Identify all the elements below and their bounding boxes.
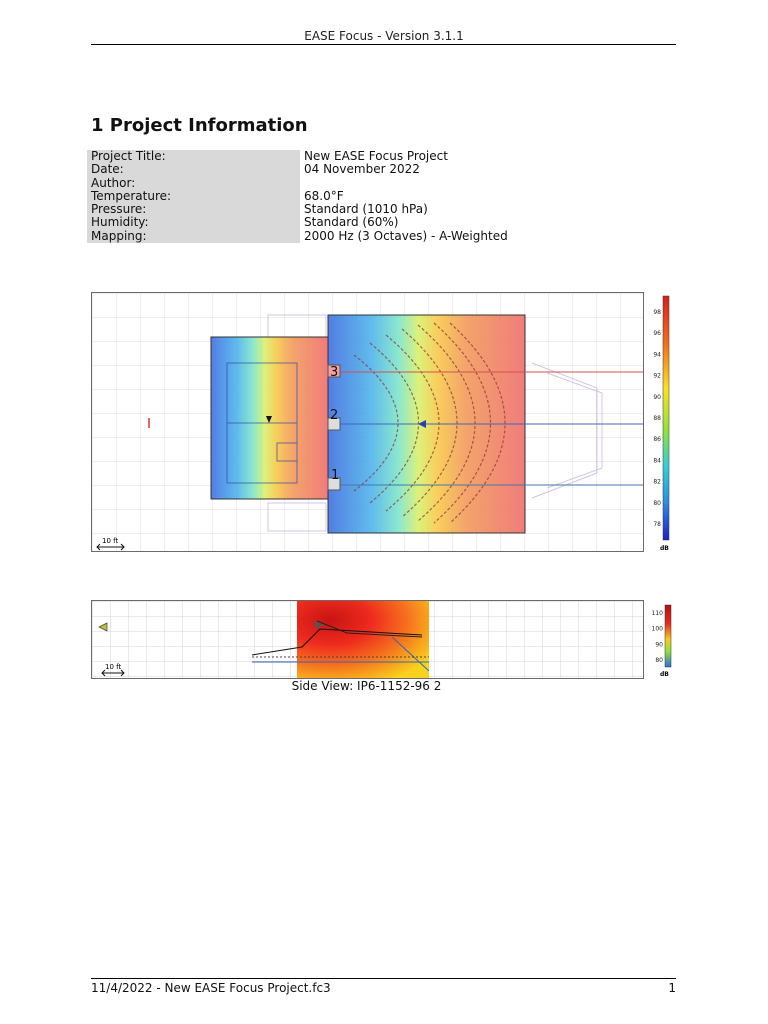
info-label: Project Title: [87, 150, 300, 163]
plan-scale-label: 10 ft [102, 537, 119, 545]
speaker-marker-3: 3 [330, 365, 339, 380]
side-colorbar-unit: dB [660, 671, 669, 678]
info-value [300, 177, 512, 190]
info-value: 04 November 2022 [304, 162, 420, 177]
speaker-marker-2: 2 [330, 408, 339, 423]
project-info-row [87, 190, 512, 203]
header-rule [91, 44, 676, 45]
speaker-marker-1: 1 [331, 468, 340, 483]
plan-colorbar-tick-label: 78 [653, 521, 661, 528]
project-info-row [87, 177, 512, 190]
info-label: Author: [87, 177, 300, 190]
info-label: Pressure: [87, 203, 300, 216]
plan-colorbar-tick-label: 90 [653, 393, 661, 401]
info-label: Date: [87, 163, 300, 176]
project-info-row [87, 203, 512, 216]
project-info-table [87, 150, 512, 243]
info-label: Temperature: [87, 190, 300, 203]
info-value: New EASE Focus Project [304, 149, 448, 163]
info-label: Mapping: [87, 230, 300, 243]
plan-colorbar [650, 292, 680, 554]
info-value: 2000 Hz (3 Octaves) - A-Weighted [304, 228, 508, 243]
plan-colorbar-tick-label: 88 [653, 415, 661, 422]
info-label: Humidity: [87, 216, 300, 229]
project-info-row [87, 150, 512, 163]
footer-page-number: 1 [668, 981, 676, 995]
side-colorbar-tick-label: 80 [655, 657, 663, 664]
side-view-svg [92, 601, 643, 678]
section-title: 1 Project Information [91, 115, 308, 136]
plan-colorbar-tick-label: 80 [653, 499, 661, 507]
side-colorbar [650, 600, 680, 680]
plan-colorbar-tick-label: 98 [653, 309, 661, 316]
plan-view-map [91, 292, 644, 552]
header-title: EASE Focus - Version 3.1.1 [304, 29, 464, 43]
plan-colorbar-tick-label: 94 [653, 351, 661, 359]
project-info-row [87, 163, 512, 176]
footer-rule [91, 978, 676, 979]
side-scale-label: 10 ft [105, 663, 122, 671]
plan-colorbar-unit: dB [660, 545, 669, 552]
plan-colorbar-tick-label: 86 [653, 436, 661, 444]
side-colorbar-tick-label: 110 [651, 610, 663, 617]
project-info-row [87, 216, 512, 229]
footer-filename: 11/4/2022 - New EASE Focus Project.fc3 [91, 981, 331, 995]
info-value: 68.0°F [304, 188, 344, 203]
project-info-row [87, 230, 512, 243]
side-colorbar-tick-label: 100 [651, 625, 663, 633]
plan-view-svg [92, 293, 643, 551]
side-view-caption: Side View: IP6-1152-96 2 [291, 679, 442, 693]
plan-colorbar-tick-label: 84 [653, 457, 661, 465]
info-value: Standard (60%) [304, 215, 399, 230]
plan-colorbar-tick-label: 92 [653, 372, 661, 380]
side-colorbar-tick-label: 90 [655, 641, 663, 649]
plan-colorbar-tick-label: 82 [653, 478, 661, 486]
info-value: Standard (1010 hPa) [304, 202, 428, 217]
side-view-map [91, 600, 644, 679]
plan-colorbar-tick-label: 96 [653, 330, 661, 338]
